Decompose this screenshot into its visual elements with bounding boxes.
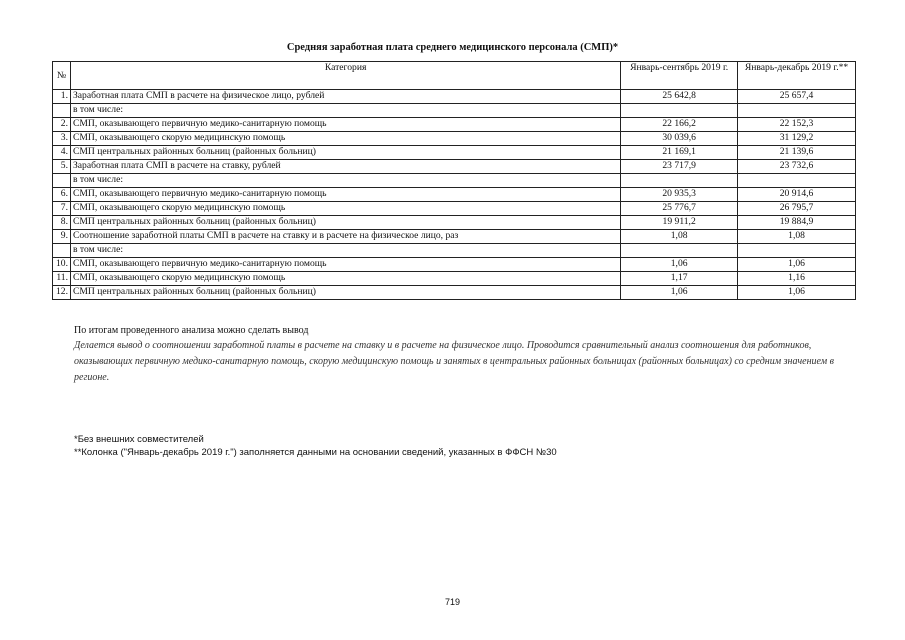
row-category: Заработная плата СМП в расчете на физическое лицо, рублей bbox=[70, 90, 620, 104]
row-number: 9. bbox=[53, 230, 71, 244]
row-number: 6. bbox=[53, 188, 71, 202]
row-number bbox=[53, 104, 71, 118]
row-category: в том числе: bbox=[70, 104, 620, 118]
table-row bbox=[53, 286, 856, 300]
conclusion-text: Делается вывод о соотношении заработной платы в расчете на ставку и в расчете на физическое лицо. Проводится сравнительный анализ соотношения для работников, оказывающих первичную медико-санитарную помощь, скорую медицинскую помощь и занятых в центральных районных больницах (районных больницах) со средним значением в регионе. bbox=[74, 340, 834, 383]
row-value-jan-dec: 25 657,4 bbox=[738, 90, 856, 104]
table-row bbox=[53, 132, 856, 146]
row-value-jan-dec: 19 884,9 bbox=[738, 216, 856, 230]
row-category: в том числе: bbox=[70, 244, 620, 258]
row-value-jan-sep bbox=[621, 174, 738, 188]
table-row bbox=[53, 230, 856, 244]
table-row bbox=[53, 202, 856, 216]
row-category: СМП, оказывающего скорую медицинскую помощь bbox=[70, 202, 620, 216]
footnote-2: **Колонка ("Январь-декабрь 2019 г.") заполняется данными на основании сведений, указанных в ФФСН №30 bbox=[74, 447, 557, 458]
row-number bbox=[53, 244, 71, 258]
table-row bbox=[53, 272, 856, 286]
row-number: 1. bbox=[53, 90, 71, 104]
table-row bbox=[53, 160, 856, 174]
row-category: СМП, оказывающего скорую медицинскую помощь bbox=[70, 132, 620, 146]
row-value-jan-sep: 19 911,2 bbox=[621, 216, 738, 230]
table-row bbox=[53, 258, 856, 272]
row-value-jan-dec: 1,16 bbox=[738, 272, 856, 286]
row-value-jan-sep: 30 039,6 bbox=[621, 132, 738, 146]
row-number: 11. bbox=[53, 272, 71, 286]
table-row bbox=[53, 216, 856, 230]
row-category: Заработная плата СМП в расчете на ставку, рублей bbox=[70, 160, 620, 174]
row-value-jan-sep: 1,06 bbox=[621, 258, 738, 272]
row-value-jan-dec: 20 914,6 bbox=[738, 188, 856, 202]
row-category: СМП, оказывающего первичную медико-санитарную помощь bbox=[70, 188, 620, 202]
footnotes bbox=[74, 433, 557, 459]
row-category: СМП, оказывающего первичную медико-санитарную помощь bbox=[70, 118, 620, 132]
row-value-jan-sep: 23 717,9 bbox=[621, 160, 738, 174]
row-category: СМП, оказывающего скорую медицинскую помощь bbox=[70, 272, 620, 286]
conclusion-block bbox=[74, 325, 854, 386]
table-row bbox=[53, 174, 856, 188]
table-row bbox=[53, 90, 856, 104]
row-number: 2. bbox=[53, 118, 71, 132]
row-value-jan-dec: 26 795,7 bbox=[738, 202, 856, 216]
row-value-jan-sep: 25 642,8 bbox=[621, 90, 738, 104]
row-value-jan-dec bbox=[738, 244, 856, 258]
row-category: СМП центральных районных больниц (районных больниц) bbox=[70, 146, 620, 160]
row-value-jan-sep: 20 935,3 bbox=[621, 188, 738, 202]
document-title: Средняя заработная плата среднего медицинского персонала (СМП)* bbox=[286, 42, 619, 53]
row-value-jan-sep: 22 166,2 bbox=[621, 118, 738, 132]
row-value-jan-sep bbox=[621, 104, 738, 118]
row-number bbox=[53, 174, 71, 188]
row-category: в том числе: bbox=[70, 174, 620, 188]
row-value-jan-sep: 21 169,1 bbox=[621, 146, 738, 160]
row-value-jan-dec: 31 129,2 bbox=[738, 132, 856, 146]
row-value-jan-sep: 1,06 bbox=[621, 286, 738, 300]
conclusion-lead: По итогам проведенного анализа можно сделать вывод bbox=[74, 325, 309, 336]
row-value-jan-sep: 1,17 bbox=[621, 272, 738, 286]
footnote-1: *Без внешних совместителей bbox=[74, 434, 204, 445]
row-category: СМП центральных районных больниц (районных больниц) bbox=[70, 216, 620, 230]
row-number: 10. bbox=[53, 258, 71, 272]
row-category: Соотношение заработной платы СМП в расчете на ставку и в расчете на физическое лицо, раз bbox=[70, 230, 620, 244]
table-row bbox=[53, 146, 856, 160]
page-number: 719 bbox=[444, 597, 461, 607]
header-num: № bbox=[53, 62, 71, 90]
row-number: 7. bbox=[53, 202, 71, 216]
row-number: 8. bbox=[53, 216, 71, 230]
row-number: 12. bbox=[53, 286, 71, 300]
salary-table bbox=[52, 61, 856, 300]
header-jan-dec-2019: Январь-декабрь 2019 г.** bbox=[738, 62, 856, 90]
row-value-jan-dec: 21 139,6 bbox=[738, 146, 856, 160]
row-value-jan-sep bbox=[621, 244, 738, 258]
row-category: СМП центральных районных больниц (районных больниц) bbox=[70, 286, 620, 300]
table-row bbox=[53, 104, 856, 118]
table-body bbox=[53, 90, 856, 300]
table-row bbox=[53, 188, 856, 202]
row-value-jan-sep: 25 776,7 bbox=[621, 202, 738, 216]
row-value-jan-dec bbox=[738, 104, 856, 118]
row-value-jan-dec bbox=[738, 174, 856, 188]
row-value-jan-dec: 1,06 bbox=[738, 286, 856, 300]
row-category: СМП, оказывающего первичную медико-санитарную помощь bbox=[70, 258, 620, 272]
row-value-jan-sep: 1,08 bbox=[621, 230, 738, 244]
row-value-jan-dec: 22 152,3 bbox=[738, 118, 856, 132]
row-value-jan-dec: 1,06 bbox=[738, 258, 856, 272]
row-number: 4. bbox=[53, 146, 71, 160]
table-header-row bbox=[53, 62, 856, 90]
row-number: 5. bbox=[53, 160, 71, 174]
table-row bbox=[53, 244, 856, 258]
table-row bbox=[53, 118, 856, 132]
row-number: 3. bbox=[53, 132, 71, 146]
row-value-jan-dec: 1,08 bbox=[738, 230, 856, 244]
row-value-jan-dec: 23 732,6 bbox=[738, 160, 856, 174]
header-category: Категория bbox=[70, 62, 620, 90]
header-jan-sep-2019: Январь-сентябрь 2019 г. bbox=[621, 62, 738, 90]
